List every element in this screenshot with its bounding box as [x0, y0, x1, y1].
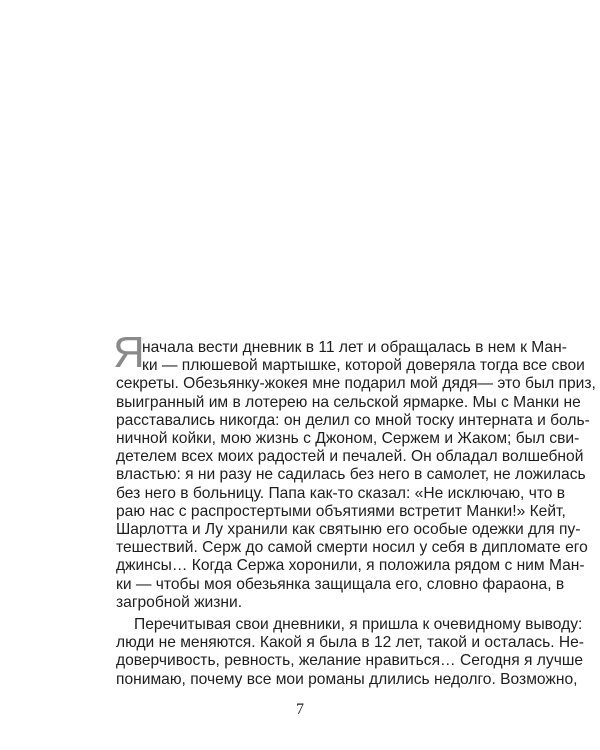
text-line: расставались никогда: он делил со мной тоску интерната и боль-	[116, 411, 590, 429]
text-line: без него в больницу. Папа как-то сказал: «Не исключаю, что в	[116, 484, 566, 502]
text-line: доверчивость, ревность, желание нравиться… Сегодня я лучше	[116, 652, 584, 670]
drop-cap: Я	[113, 328, 145, 377]
text-line: начала вести дневник в 11 лет и обращалась в нем к Ман-	[142, 339, 567, 356]
text-line: понимаю, почему все мои романы длились недолго. Возможно,	[116, 670, 578, 688]
text-line: загробной жизни.	[116, 593, 243, 611]
text-line: властью: я ни разу не садилась без него в самолет, не ложилась	[116, 466, 586, 484]
text-line: ничной койки, мою жизнь с Джоном, Сержем и Жаком; был сви-	[116, 430, 580, 447]
text-line: тешествий. Серж до самой смерти носил у себя в дипломате его	[116, 539, 588, 557]
text-line: джинсы… Когда Сержа хоронили, я положила рядом с ним Ман-	[116, 557, 585, 575]
text-line: люди не меняются. Какой я была в 12 лет, такой и осталась. Не-	[116, 634, 584, 652]
text-line: секреты. Обезьянку-жокея мне подарил мой дядя— это был приз,	[116, 375, 596, 393]
page-number: 7	[296, 701, 304, 718]
text-line: раю нас с распростертыми объятиями встретит Манки!» Кейт,	[116, 502, 566, 520]
text-line: выигранный им в лотерею на сельской ярмарке. Мы с Манки не	[116, 393, 581, 411]
text-line: детелем всех моих радостей и печалей. Он обладал волшебной	[116, 448, 584, 466]
text-line: ки — плюшевой мартышке, которой доверяла тогда все свои	[142, 357, 585, 375]
text-line: ки — чтобы моя обезьянка защищала его, словно фараона, в	[116, 575, 565, 593]
text-line: Перечитывая свои дневники, я пришла к очевидному выводу:	[134, 616, 583, 633]
text-line: Шарлотта и Лу хранили как святыню его особые одежки для пу-	[116, 521, 581, 538]
